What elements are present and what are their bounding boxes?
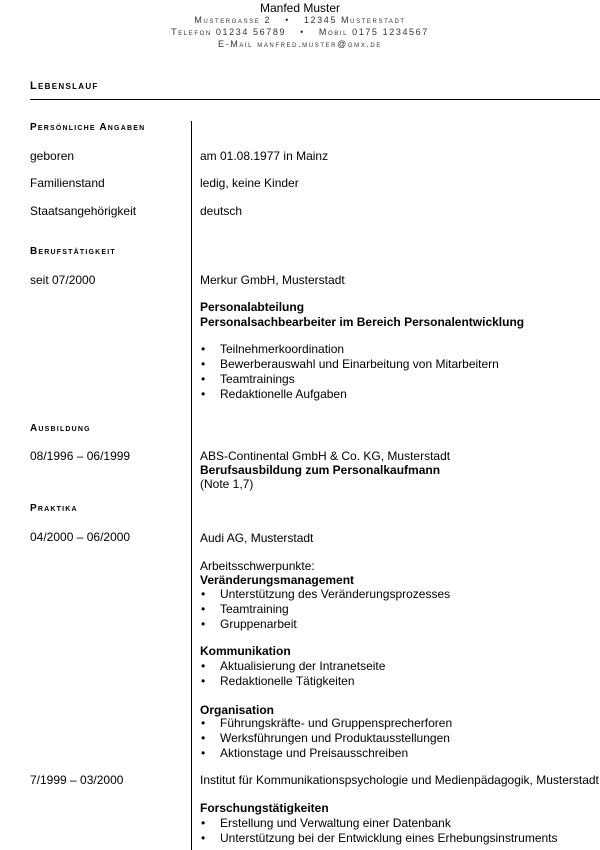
address-line (0, 15, 600, 25)
title-divider (30, 99, 600, 100)
section-heading-internships: Praktika (30, 503, 78, 514)
value-birth: am 01.08.1977 in Mainz (200, 149, 329, 163)
list-item: • Aktualisierung der Intranetseite (200, 659, 385, 674)
label-birth: geboren (30, 149, 75, 163)
list-item: • Bewerberauswahl und Einarbeitung von Mitarbeitern (200, 357, 499, 372)
focus-title: Veränderungsmanagement (200, 573, 355, 587)
focus-list (200, 816, 558, 846)
list-item: • Redaktionelle Aufgaben (200, 387, 499, 402)
internship-company: Institut für Kommunikationspsychologie und Medienpädagogik, Musterstadt (200, 773, 599, 787)
list-item: • Unterstützung des Veränderungsprozesses (200, 587, 450, 602)
career-date: seit 07/2000 (30, 273, 96, 287)
label-marital-status: Familienstand (30, 176, 105, 190)
education-date: 08/1996 – 06/1999 (30, 449, 131, 463)
applicant-name: Manfed Muster (259, 1, 341, 15)
mobile: Mobil 0175 1234567 (318, 27, 429, 37)
education-company: ABS-Continental GmbH & Co. KG, Musterstadt (200, 449, 451, 463)
label-nationality: Staatsangehörigkeit (30, 204, 137, 218)
email-line (0, 39, 600, 49)
focus-list (200, 716, 452, 761)
phone: Telefon 01234 56789 (171, 27, 287, 37)
list-item: • Erstellung und Verwaltung einer Datenbank (200, 816, 558, 831)
internship-date: 7/1999 – 03/2000 (30, 773, 124, 787)
column-divider (191, 121, 192, 850)
section-heading-personal: Persönliche Angaben (30, 122, 146, 133)
internship-date: 04/2000 – 06/2000 (30, 530, 131, 544)
internship-intro: Arbeitsschwerpunkte: (200, 559, 315, 573)
phone-line (0, 27, 600, 37)
education-degree: Berufsausbildung zum Personalkaufmann (200, 463, 441, 477)
focus-list (200, 587, 450, 632)
list-item: • Teilnehmerkoordination (200, 342, 499, 357)
section-heading-career: Berufstätigkeit (30, 246, 116, 257)
separator: • (300, 27, 305, 37)
list-item: • Unterstützung bei der Entwicklung eines Erhebungsinstruments (200, 831, 558, 846)
focus-list (200, 659, 385, 689)
list-item: • Gruppenarbeit (200, 617, 450, 632)
career-company: Merkur GmbH, Musterstadt (200, 273, 345, 287)
list-item: • Redaktionelle Tätigkeiten (200, 674, 385, 689)
section-heading-education: Ausbildung (30, 423, 91, 434)
list-item: • Führungskräfte- und Gruppensprecherforen (200, 716, 452, 731)
education-grade: (Note 1,7) (200, 477, 254, 491)
document-title: Lebenslauf (30, 80, 99, 92)
city: 12345 Musterstadt (303, 15, 406, 25)
value-marital-status: ledig, keine Kinder (200, 176, 299, 190)
list-item: • Werksführungen und Produktausstellungen (200, 731, 452, 746)
street: Mustergasse 2 (194, 15, 272, 25)
career-department: Personalabteilung (200, 300, 305, 314)
value-nationality: deutsch (200, 204, 243, 218)
career-position: Personalsachbearbeiter im Bereich Personalentwicklung (200, 315, 525, 329)
focus-title: Kommunikation (200, 644, 291, 658)
list-item: • Teamtrainings (200, 372, 499, 387)
email: E-Mail manfred.muster@gmx.de (218, 39, 382, 49)
separator: • (285, 15, 290, 25)
focus-title: Forschungstätigkeiten (200, 801, 329, 815)
list-item: • Aktionstage und Preisausschreiben (200, 746, 452, 761)
list-item: • Teamtraining (200, 602, 450, 617)
internship-company: Audi AG, Musterstadt (200, 531, 314, 545)
career-task-list (200, 342, 499, 402)
focus-title: Organisation (200, 703, 275, 717)
